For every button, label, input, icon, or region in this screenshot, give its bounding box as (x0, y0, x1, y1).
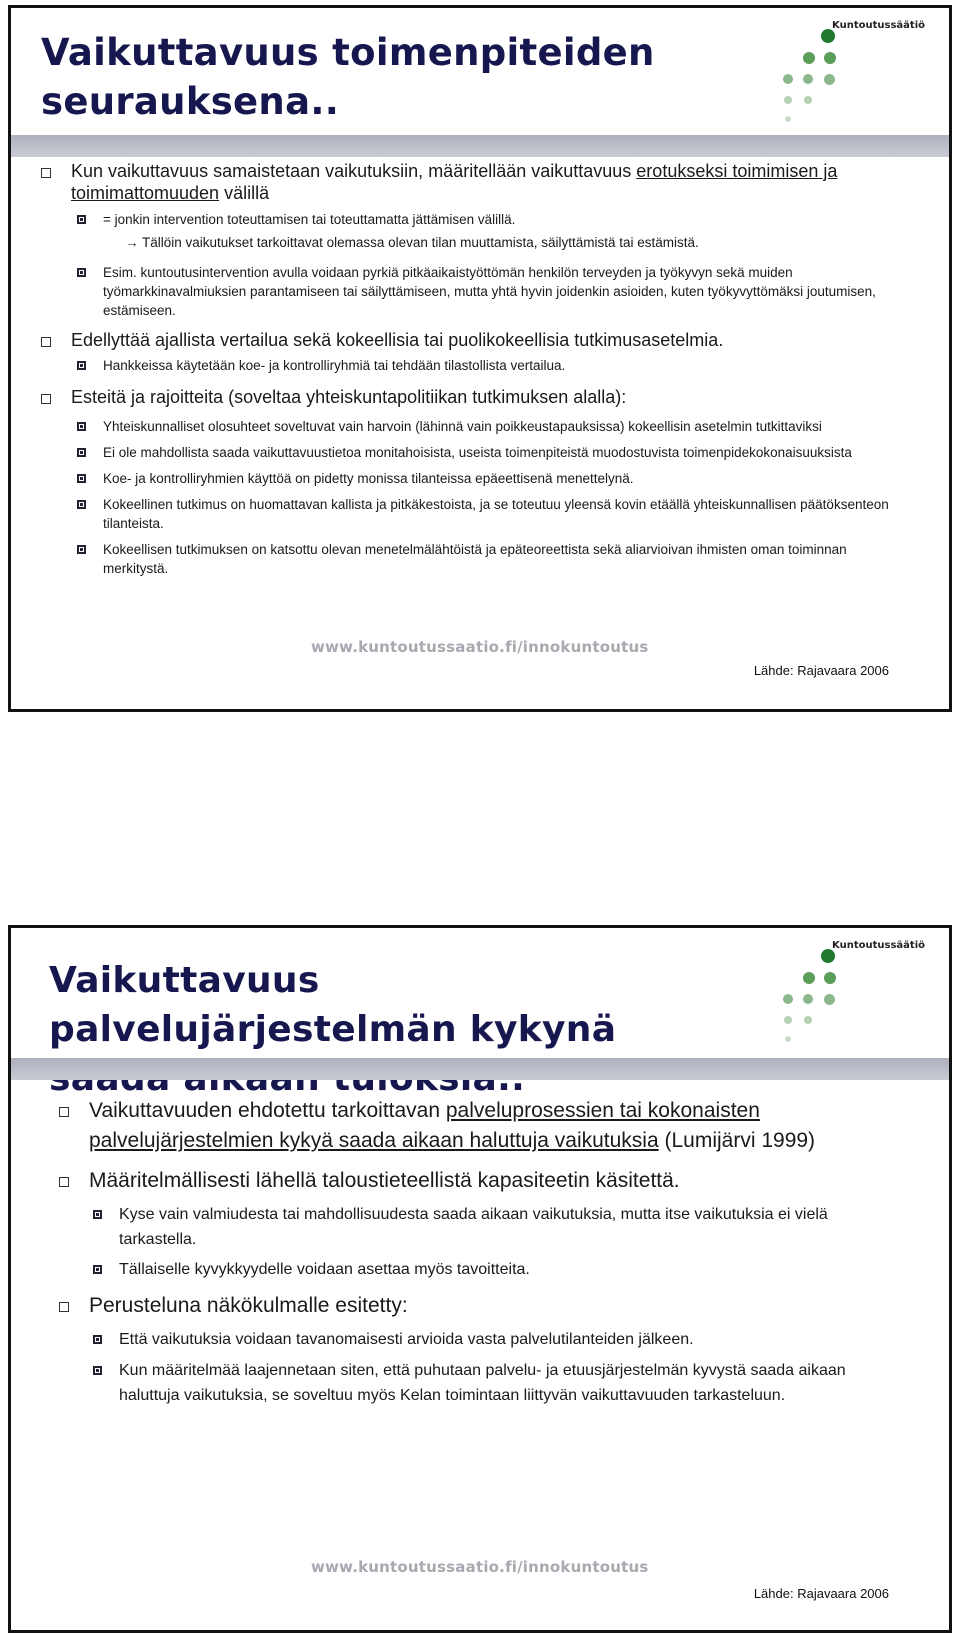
sub-bullet-item: Että vaikutuksia voidaan tavanomaisesti arvioida vasta palvelutilanteiden jälkeen. (119, 1327, 879, 1352)
bullet-item: Kun vaikuttavuus samaistetaan vaikutuksiin, määritellään vaikuttavuus erotukseksi toimimisen ja toimimattomuuden välillä (71, 160, 881, 204)
slide-content (11, 160, 949, 578)
brand-name: Kuntoutussäätiö (832, 940, 925, 951)
source-note: Lähde: Rajavaara 2006 (753, 663, 889, 678)
square-bullet-icon (59, 1107, 69, 1117)
square-bullet-icon (59, 1177, 69, 1187)
filled-square-bullet-icon (77, 500, 86, 509)
title-bar (11, 135, 949, 157)
sub-bullet-item: Kyse vain valmiudesta tai mahdollisuudesta saada aikaan vaikutuksia, mutta itse vaikutuksia ei vielä tarkastella. (119, 1202, 879, 1252)
sub-bullet-item: = jonkin intervention toteuttamisen tai toteuttamatta jättämisen välillä. (103, 210, 893, 229)
source-note: Lähde: Rajavaara 2006 (753, 1586, 889, 1601)
sub-bullet-item: Esim. kuntoutusintervention avulla voidaan pyrkiä pitkäaikaistyöttömän henkilön terveyden ja työkyvyn sekä muiden työmarkkinavalmiuksien parantamiseen tai säilyttämiseen, mutta yhtä hyvin joidenkin asioiden, kuten työkyvyttömäksi joutumisen, estämiseen. (103, 263, 893, 320)
slide-2 (8, 925, 952, 1633)
footer-url: www.kuntoutussaatio.fi/innokuntoutus (311, 638, 649, 656)
filled-square-bullet-icon (77, 448, 86, 457)
square-bullet-icon (41, 394, 51, 404)
square-bullet-icon (41, 168, 51, 178)
filled-square-bullet-icon (77, 361, 86, 370)
bullet-item: Perusteluna näkökulmalle esitetty: (89, 1291, 889, 1321)
filled-square-bullet-icon (93, 1366, 102, 1375)
sub-bullet-item: Kokeellinen tutkimus on huomattavan kallista ja pitkäkestoista, ja se toteutuu yleensä kovin etäällä yhteiskunnallisen päätöksenteon tilanteista. (103, 495, 893, 533)
filled-square-bullet-icon (77, 215, 86, 224)
filled-square-bullet-icon (93, 1265, 102, 1274)
filled-square-bullet-icon (93, 1210, 102, 1219)
sub-bullet-item: Ei ole mahdollista saada vaikuttavuustietoa monitahoisista, useista toimenpiteistä muodostuvista toimenpidekokonaisuuksista (103, 443, 893, 462)
sub-bullet-item: Yhteiskunnalliset olosuhteet soveltuvat vain harvoin (lähinnä vain poikkeustapauksissa) kokeellisin asetelmin tutkittaviksi (103, 417, 893, 436)
sub-bullet-item: Tällaiselle kyvykkyydelle voidaan asettaa myös tavoitteita. (119, 1257, 879, 1282)
sub-bullet-item: Koe- ja kontrolliryhmien käyttöä on pidetty monissa tilanteissa epäeettisenä menettelynä. (103, 469, 893, 488)
bullet-item: Määritelmällisesti lähellä taloustieteellistä kapasiteetin käsitettä. (89, 1166, 889, 1196)
bullet-item: Vaikuttavuuden ehdotettu tarkoittavan palveluprosessien tai kokonaisten palvelujärjestelmien kykyä saada aikaan haluttuja vaikutuksia (Lumijärvi 1999) (89, 1096, 889, 1156)
filled-square-bullet-icon (93, 1335, 102, 1344)
bullet-item: Edellyttää ajallista vertailua sekä kokeellisia tai puolikokeellisia tutkimusasetelmia. (71, 329, 881, 351)
sub-bullet-item: Kokeellisen tutkimuksen on katsottu olevan menetelmälähtöistä ja epäteoreettista sekä aliarvioivan ihmisten oman toiminnan merkitystä. (103, 540, 893, 578)
sub-bullet-item: Hankkeissa käytetään koe- ja kontrolliryhmiä tai tehdään tilastollista vertailua. (103, 356, 893, 375)
filled-square-bullet-icon (77, 474, 86, 483)
filled-square-bullet-icon (77, 268, 86, 277)
square-bullet-icon (41, 337, 51, 347)
slide-title: Vaikuttavuus toimenpiteiden seurauksena.. (41, 31, 655, 123)
arrow-item: → Tällöin vaikutukset tarkoittavat olemassa olevan tilan muuttamista, säilyttämistä tai estämistä. (125, 235, 699, 250)
brand-name: Kuntoutussäätiö (832, 20, 925, 31)
slide-content (11, 1096, 949, 1408)
arrow-right-icon: → (125, 235, 139, 250)
filled-square-bullet-icon (77, 422, 86, 431)
sub-bullet-item: Kun määritelmää laajennetaan siten, että puhutaan palvelu- ja etuusjärjestelmän kyvystä saada aikaan haluttuja vaikutuksia, se soveltuu myös Kelan toimintaan liittyvän vaikuttavuuden tarkasteluun. (119, 1358, 879, 1408)
footer-url: www.kuntoutussaatio.fi/innokuntoutus (311, 1558, 649, 1576)
slide-title: Vaikuttavuus palvelujärjestelmän kykynä (49, 960, 617, 1050)
square-bullet-icon (59, 1302, 69, 1312)
filled-square-bullet-icon (77, 545, 86, 554)
bullet-item: Esteitä ja rajoitteita (soveltaa yhteiskuntapolitiikan tutkimuksen alalla): (71, 386, 881, 408)
title-bar (11, 1058, 949, 1080)
slide-1 (8, 5, 952, 712)
